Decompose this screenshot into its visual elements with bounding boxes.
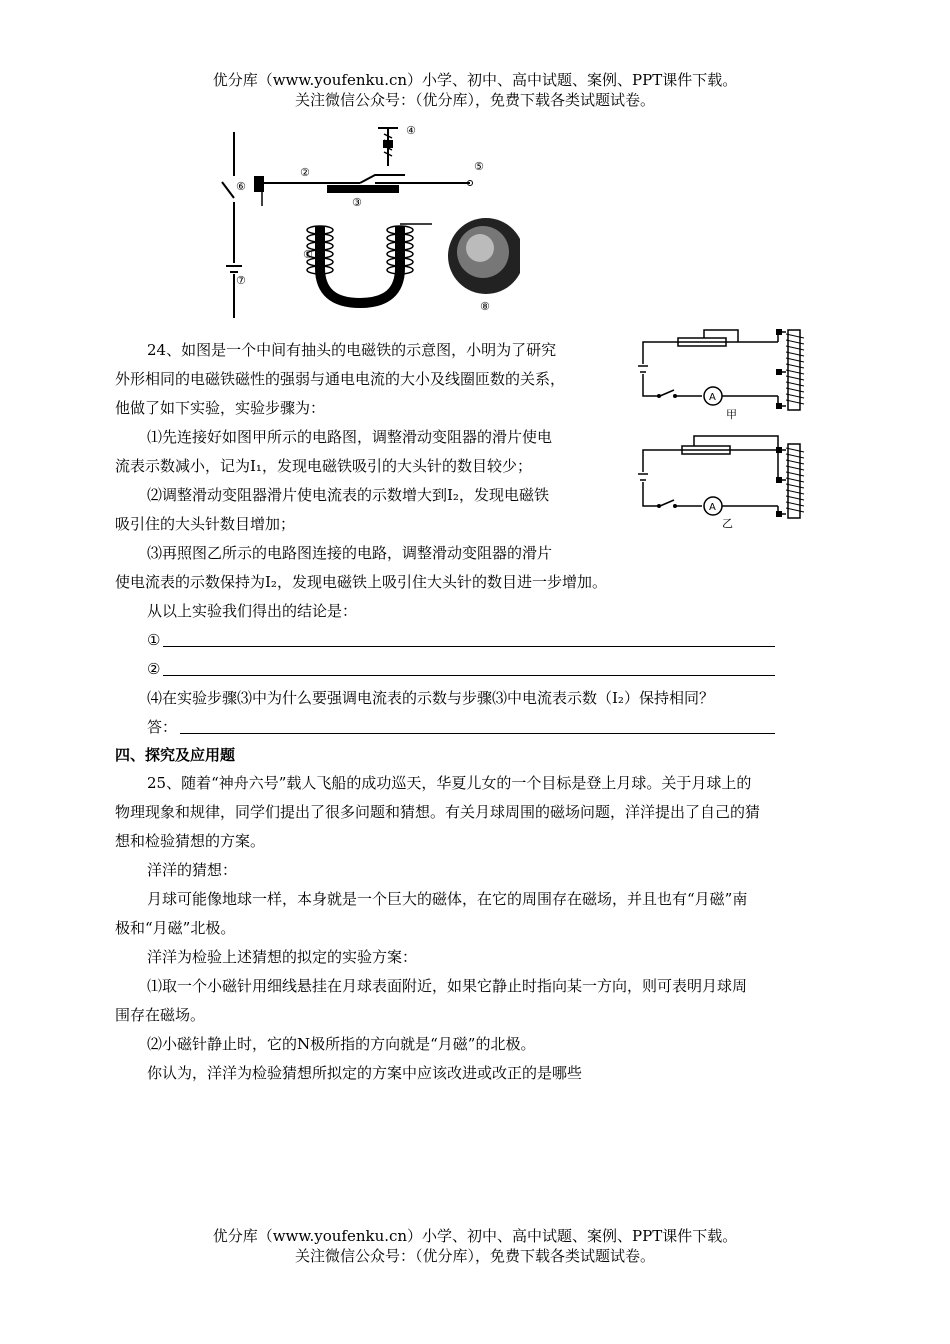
q24-line-5: 流表示数减小，记为I₁，发现电磁铁吸引的大头针的数目较少； xyxy=(115,457,532,475)
figure-label-yi: 乙 xyxy=(722,517,733,530)
footer-line-1: 优分库（www.youfenku.cn）小学、初中、高中试题、案例、PPT课件下载。 xyxy=(212,1227,738,1245)
figure-label-jia: 甲 xyxy=(726,408,737,421)
label-8: ⑧ xyxy=(480,300,490,313)
q24-line-8: ⑶再照图乙所示的电路图连接的电路，调整滑动变阻器的滑片 xyxy=(147,544,553,562)
blank-2-line[interactable] xyxy=(163,675,775,676)
header-line-1: 优分库（www.youfenku.cn）小学、初中、高中试题、案例、PPT课件下载。 xyxy=(212,71,738,89)
blank-2-label: ② xyxy=(147,660,161,678)
q25-line-8: ⑴取一个小磁针用细线悬挂在月球表面附近，如果它静止时指向某一方向，则可表明月球周 xyxy=(147,977,748,995)
q24-line-4: ⑴先连接好如图甲所示的电路图，调整滑动变阻器的滑片使电 xyxy=(147,428,553,446)
q25-line-7: 洋洋为检验上述猜想的拟定的实验方案： xyxy=(147,948,418,966)
header-line-2: 关注微信公众号：（优分库），免费下载各类试题试卷。 xyxy=(294,91,655,109)
q24-question-4: ⑷在实验步骤⑶中为什么要强调电流表的示数与步骤⑶中电流表示数（I₂）保持相同？ xyxy=(147,689,714,707)
q25-line-5: 月球可能像地球一样，本身就是一个巨大的磁体，在它的周围存在磁场，并且也有“月磁”南 xyxy=(147,890,748,908)
q24-line-1: 24、如图是一个中间有抽头的电磁铁的示意图，小明为了研究 xyxy=(147,341,557,359)
section-4-title: 四、探究及应用题 xyxy=(115,746,236,764)
label-5: ⑤ xyxy=(474,160,484,173)
blank-1-line[interactable] xyxy=(163,646,775,647)
label-1: ① xyxy=(303,248,313,261)
answer-line[interactable] xyxy=(180,733,775,734)
q24-line-7: 吸引住的大头针数目增加； xyxy=(115,515,296,533)
footer-line-2: 关注微信公众号：（优分库），免费下载各类试题试卷。 xyxy=(294,1247,655,1265)
label-6: ⑥ xyxy=(236,180,246,193)
label-7: ⑦ xyxy=(236,274,246,287)
q25-line-11: 你认为，洋洋为检验猜想所拟定的方案中应该改进或改正的是哪些 xyxy=(147,1064,583,1082)
q24-line-10: 从以上实验我们得出的结论是： xyxy=(147,602,358,620)
q25-line-1: 25、随着“神舟六号”载人飞船的成功巡天，华夏儿女的一个目标是登上月球。关于月球上的 xyxy=(147,774,752,792)
q25-line-2: 物理现象和规律，同学们提出了很多问题和猜想。有关月球周围的磁场问题，洋洋提出了自己的猜 xyxy=(115,803,761,821)
q25-line-6: 极和“月磁”北极。 xyxy=(115,919,236,937)
q24-line-3: 他做了如下实验，实验步骤为： xyxy=(115,399,326,417)
q25-line-4: 洋洋的猜想： xyxy=(147,861,238,879)
ammeter-label-jia: A xyxy=(709,392,716,403)
answer-label: 答： xyxy=(147,718,178,736)
label-4: ④ xyxy=(406,124,416,137)
ammeter-label-yi: A xyxy=(709,502,716,513)
q25-line-10: ⑵小磁针静止时，它的N极所指的方向就是“月磁”的北极。 xyxy=(147,1035,536,1053)
q24-line-2: 外形相同的电磁铁磁性的强弱与通电电流的大小及线圈匝数的关系， xyxy=(115,370,566,388)
q25-line-3: 想和检验猜想的方案。 xyxy=(115,832,266,850)
circuit-diagram-jia xyxy=(638,326,818,422)
q25-line-9: 围存在磁场。 xyxy=(115,1006,206,1024)
label-3: ③ xyxy=(352,196,362,209)
electric-bell-diagram xyxy=(200,118,520,323)
label-2: ② xyxy=(300,166,310,179)
circuit-diagram-yi xyxy=(638,430,818,530)
q24-line-6: ⑵调整滑动变阻器滑片使电流表的示数增大到I₂，发现电磁铁 xyxy=(147,486,549,504)
q24-line-9: 使电流表的示数保持为I₂，发现电磁铁上吸引住大头针的数目进一步增加。 xyxy=(115,573,607,591)
blank-1-label: ① xyxy=(147,631,161,649)
